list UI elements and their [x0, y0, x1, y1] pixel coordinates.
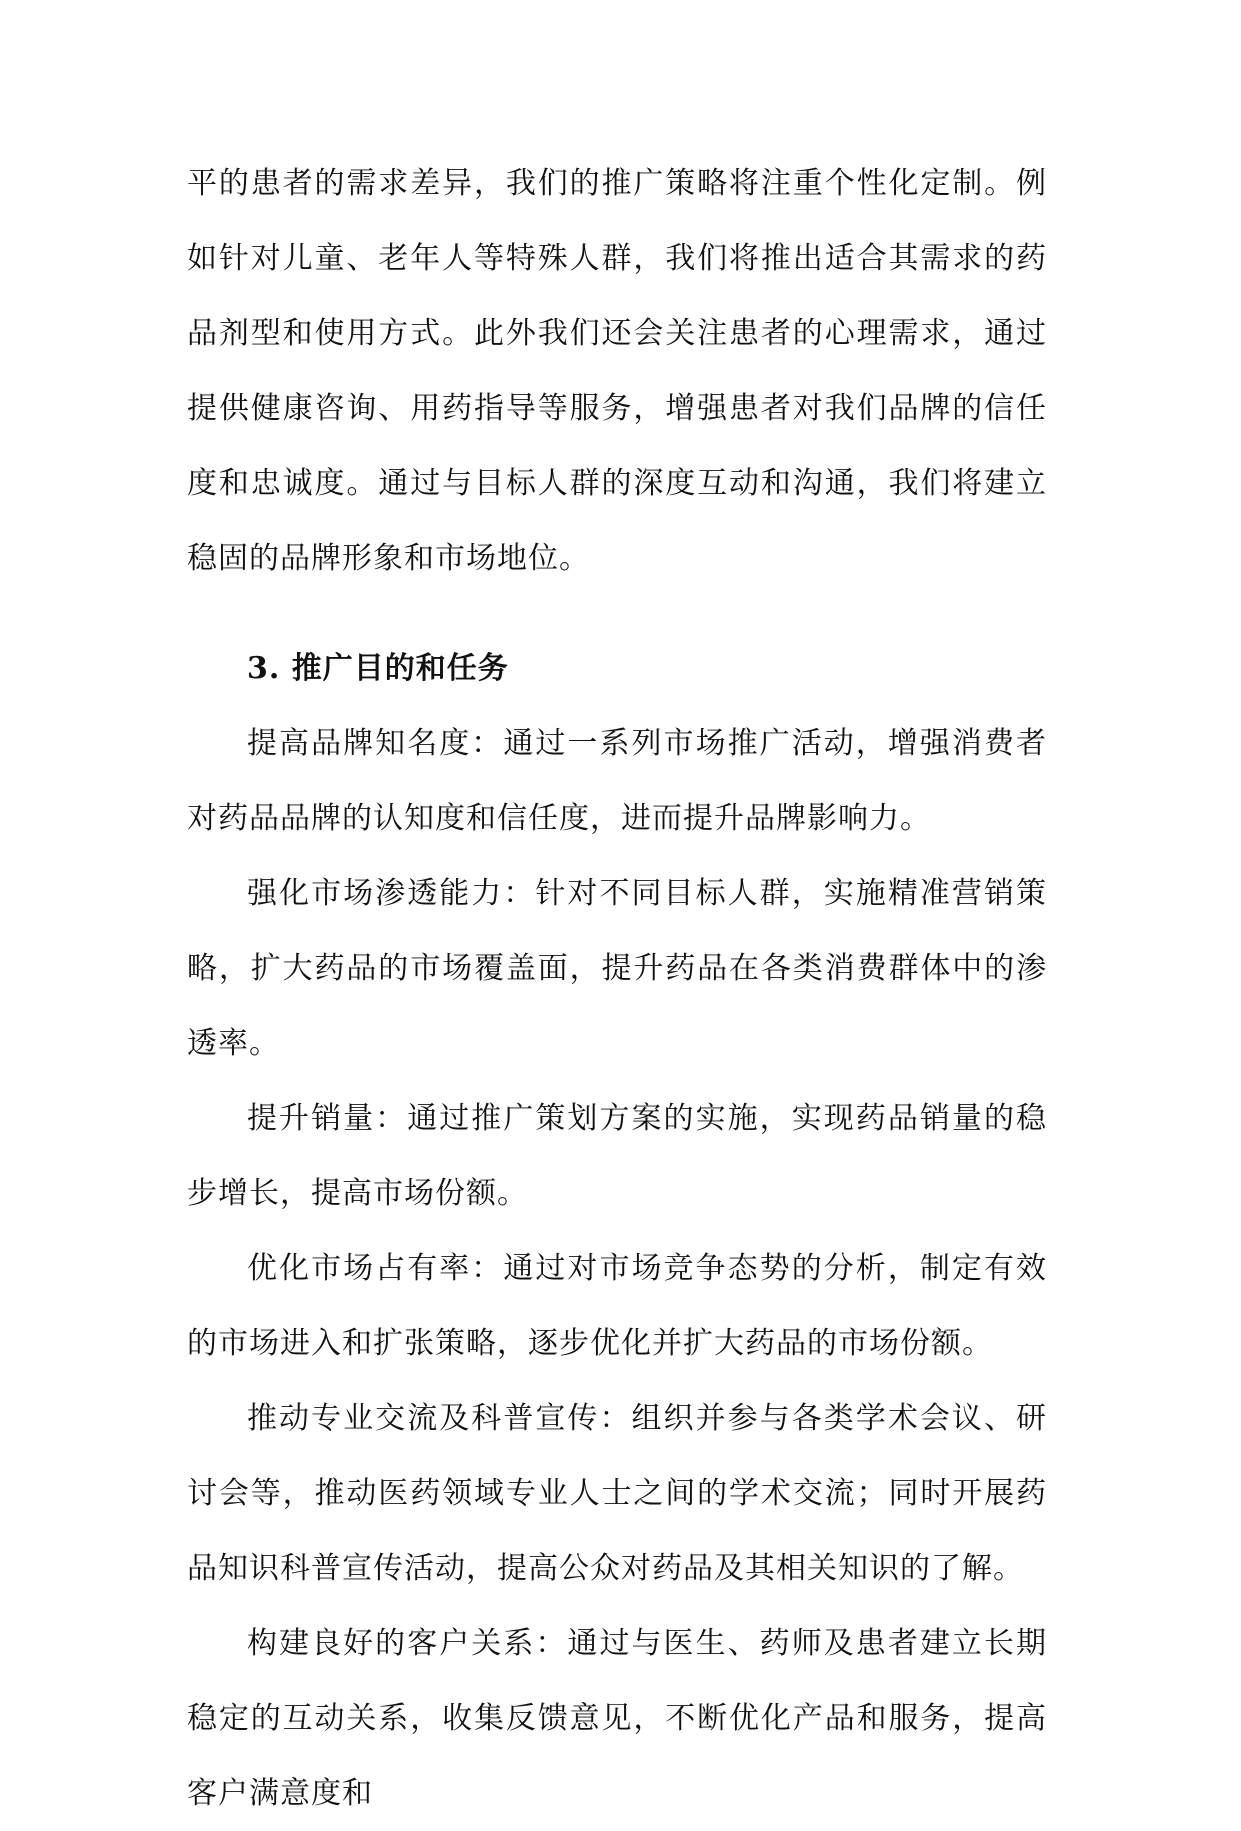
intro-paragraph: 平的患者的需求差异，我们的推广策略将注重个性化定制。例如针对儿童、老年人等特殊人群，我们将推出适合其需求的药品剂型和使用方式。此外我们还会关注患者的心理需求，通过提供健康咨询、用药指导等服务，增强患者对我们品牌的信任度和忠诚度。通过与目标人群的深度互动和沟通，我们将建立稳固的品牌形象和市场地位。: [187, 166, 1047, 576]
paragraph-brand-awareness: 提高品牌知名度：通过一系列市场推广活动，增强消费者对药品品牌的认知度和信任度，进而提升品牌影响力。: [187, 726, 1047, 836]
paragraph-market-penetration: 强化市场渗透能力：针对不同目标人群，实施精准营销策略，扩大药品的市场覆盖面，提升药品在各类消费群体中的渗透率。: [187, 876, 1047, 1061]
paragraph-sales-growth: 提升销量：通过推广策划方案的实施，实现药品销量的稳步增长，提高市场份额。: [187, 1101, 1047, 1211]
paragraph-market-share: 优化市场占有率：通过对市场竞争态势的分析，制定有效的市场进入和扩张策略，逐步优化并扩大药品的市场份额。: [187, 1251, 1047, 1361]
section-heading: 3. 推广目的和任务: [247, 651, 509, 686]
paragraph-customer-relations: 构建良好的客户关系：通过与医生、药师及患者建立长期稳定的互动关系，收集反馈意见，不断优化产品和服务，提高客户满意度和: [187, 1626, 1047, 1811]
document-body: [187, 146, 1047, 1831]
paragraph-professional-exchange: 推动专业交流及科普宣传：组织并参与各类学术会议、研讨会等，推动医药领域专业人士之间的学术交流；同时开展药品知识科普宣传活动，提高公众对药品及其相关知识的了解。: [187, 1401, 1047, 1586]
